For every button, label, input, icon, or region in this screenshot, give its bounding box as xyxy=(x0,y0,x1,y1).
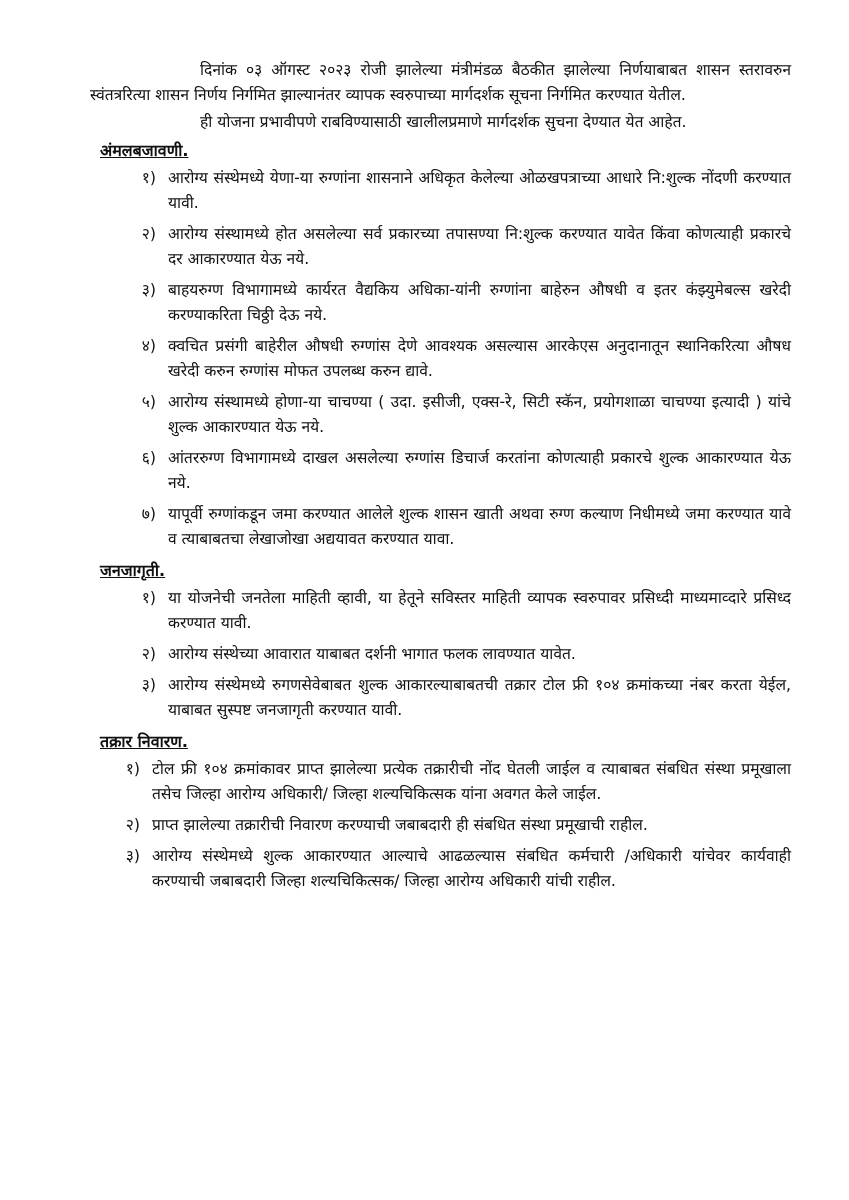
item-number: ३) xyxy=(141,676,156,694)
item-text: बाहयरुग्ण विभागामध्ये कार्यरत वैद्यकिय अधिका-यांनी रुग्णांना बाहेरुन औषधी व इतर कंझ्युमेबल्स खरेदी करण्याकरिता चिठ्ठी देऊ नये. xyxy=(168,281,791,324)
list-item xyxy=(90,446,791,496)
item-number: २) xyxy=(141,645,156,663)
section-heading-implementation: अंमलबजावणी. xyxy=(100,141,189,160)
item-text: टोल फ्री १०४ क्रमांकावर प्राप्त झालेल्या प्रत्येक तक्रारीची नोंद घेतली जाईल व त्याबाबत संबधित संस्था प्रमूखाला तसेच जिल्हा आरोग्य अधिकारी/ जिल्हा शल्यचिकित्सक यांना अवगत केले जाईल. xyxy=(152,760,791,803)
item-text: आरोग्य संस्थेमध्ये शुल्क आकारण्यात आल्याचे आढळल्यास संबधित कर्मचारी /अधिकारी यांचेवर कार्यवाही करण्याची जबाबदारी जिल्हा शल्यचिकित्सक/ जिल्हा आरोग्य अधिकारी यांची राहील. xyxy=(152,847,791,890)
item-text: आरोग्य संस्थेच्या आवारात याबाबत दर्शनी भागात फलक लावण्यात यावेत. xyxy=(168,645,576,663)
intro-paragraph-1: दिनांक ०३ ऑगस्ट २०२३ रोजी झालेल्या मंत्रीमंडळ बैठकीत झालेल्या निर्णयाबाबत शासन स्तरावरुन स्वंतत्ररित्या शासन निर्णय निर्गमित झाल्यानंतर व्यापक स्वरुपाच्या मार्गदर्शक सूचना निर्गमित करण्यात येतील. xyxy=(90,61,791,104)
intro-paragraph-2: ही योजना प्रभावीपणे राबविण्यासाठी खालीलप्रमाणे मार्गदर्शक सुचना देण्यात येत आहेत. xyxy=(200,113,687,131)
list-item xyxy=(90,222,791,272)
list-item xyxy=(90,586,791,636)
list-item xyxy=(90,673,791,723)
list-item xyxy=(90,642,791,667)
list-item xyxy=(90,166,791,216)
item-text: आरोग्य संस्थामध्ये होणा-या चाचण्या ( उदा. इसीजी, एक्स-रे, सिटी स्कॅन, प्रयोगशाळा चाचण्या इत्यादी ) यांचे शुल्क आकारण्यात येऊ नये. xyxy=(168,393,791,436)
awareness-list xyxy=(90,586,791,723)
item-number: २) xyxy=(141,225,156,243)
list-item xyxy=(90,390,791,440)
item-number: १) xyxy=(141,589,156,607)
list-item xyxy=(90,278,791,328)
item-number: ३) xyxy=(125,847,140,865)
list-item xyxy=(90,813,791,838)
item-text: आरोग्य संस्थेमध्ये येणा-या रुग्णांना शासनाने अधिकृत केलेल्या ओळखपत्राच्या आधारे नि:शुल्क नोंदणी करण्यात यावी. xyxy=(168,169,791,212)
item-number: ३) xyxy=(141,281,156,299)
item-text: या योजनेची जनतेला माहिती व्हावी, या हेतूने सविस्तर माहिती व्यापक स्वरुपावर प्रसिध्दी माध्यमाव्दारे प्रसिध्द करण्यात यावी. xyxy=(168,589,791,632)
implementation-list xyxy=(90,166,791,552)
item-number: १) xyxy=(125,760,140,778)
item-number: ७) xyxy=(141,505,156,523)
item-number: ४) xyxy=(141,337,156,355)
item-text: यापूर्वी रुग्णांकडून जमा करण्यात आलेले शुल्क शासन खाती अथवा रुग्ण कल्याण निधीमध्ये जमा करण्यात यावे व त्याबाबतचा लेखाजोखा अद्ययावत करण्यात यावा. xyxy=(168,505,791,548)
list-item xyxy=(90,502,791,552)
item-number: ६) xyxy=(141,449,156,467)
item-number: ५) xyxy=(141,393,156,411)
list-item xyxy=(90,334,791,384)
item-text: आरोग्य संस्थामध्ये होत असलेल्या सर्व प्रकारच्या तपासण्या नि:शुल्क करण्यात यावेत किंवा कोणत्याही प्रकारचे दर आकारण्यात येऊ नये. xyxy=(168,225,791,268)
item-text: आरोग्य संस्थेमध्ये रुगणसेवेबाबत शुल्क आकारल्याबाबतची तक्रार टोल फ्री १०४ क्रमांकच्या नंबर करता येईल, याबाबत सुस्पष्ट जनजागृती करण्यात यावी. xyxy=(168,676,791,719)
item-text: प्राप्त झालेल्या तक्रारीची निवारण करण्याची जबाबदारी ही संबधित संस्था प्रमूखाची राहील. xyxy=(152,816,648,834)
section-heading-awareness: जनजागृती. xyxy=(100,561,166,580)
item-number: २) xyxy=(125,816,140,834)
section-heading-grievance-redressal: तक्रार निवारण. xyxy=(100,732,188,751)
item-text: आंतररुग्ण विभागामध्ये दाखल असलेल्या रुग्णांस डिचार्ज करतांना कोणत्याही प्रकारचे शुल्क आकारण्यात येऊ नये. xyxy=(168,449,791,492)
item-text: क्वचित प्रसंगी बाहेरील औषधी रुग्णांस देणे आवश्यक असल्यास आरकेएस अनुदानातून स्थानिकरित्या औषध खरेदी करुन रुग्णांस मोफत उपलब्ध करुन द्यावे. xyxy=(168,337,791,380)
item-number: १) xyxy=(141,169,156,187)
list-item xyxy=(90,844,791,894)
list-item xyxy=(90,757,791,807)
grievance-list xyxy=(90,757,791,894)
